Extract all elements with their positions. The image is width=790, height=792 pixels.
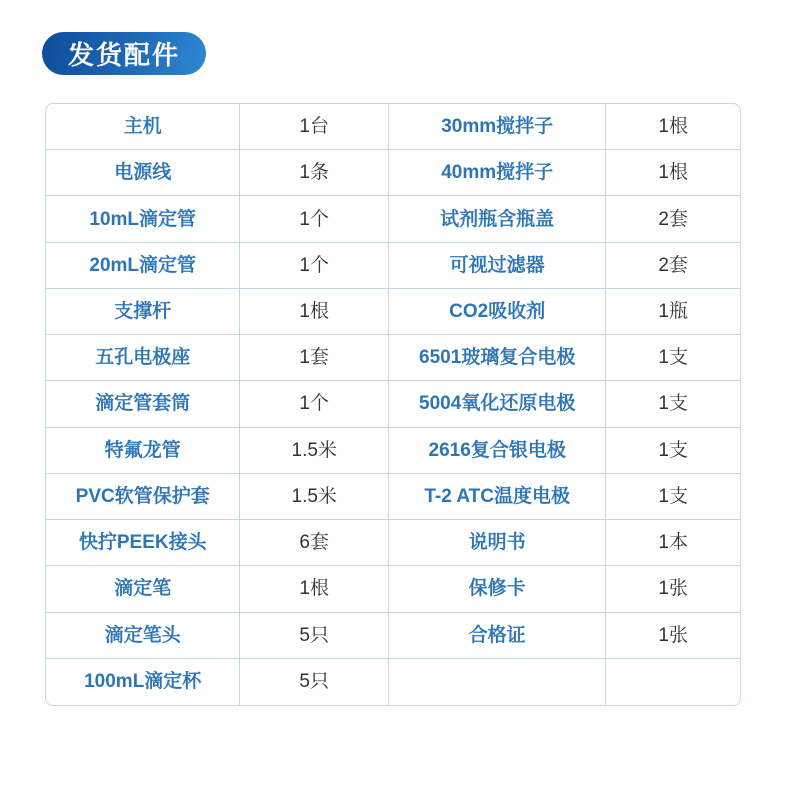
quantity-cell: 1个 xyxy=(240,381,389,427)
item-cell: 电源线 xyxy=(46,150,240,196)
section-title-badge xyxy=(42,32,206,75)
item-cell: 主机 xyxy=(46,104,240,150)
item-cell: 试剂瓶含瓶盖 xyxy=(389,196,606,242)
quantity-cell: 5只 xyxy=(240,613,389,659)
quantity-cell: 1个 xyxy=(240,196,389,242)
item-cell: 合格证 xyxy=(389,613,606,659)
quantity-cell: 1根 xyxy=(240,289,389,335)
quantity-cell: 1张 xyxy=(606,613,740,659)
quantity-cell: 1张 xyxy=(606,566,740,612)
quantity-cell: 1套 xyxy=(240,335,389,381)
item-cell: 说明书 xyxy=(389,520,606,566)
item-cell: PVC软管保护套 xyxy=(46,474,240,520)
item-cell: 30mm搅拌子 xyxy=(389,104,606,150)
item-cell: 滴定笔头 xyxy=(46,613,240,659)
item-cell: CO2吸收剂 xyxy=(389,289,606,335)
quantity-cell: 1支 xyxy=(606,335,740,381)
quantity-cell: 1支 xyxy=(606,381,740,427)
item-cell: 6501玻璃复合电极 xyxy=(389,335,606,381)
quantity-cell: 2套 xyxy=(606,243,740,289)
quantity-cell: 1个 xyxy=(240,243,389,289)
quantity-cell: 1条 xyxy=(240,150,389,196)
item-cell: 五孔电极座 xyxy=(46,335,240,381)
quantity-cell: 1支 xyxy=(606,428,740,474)
item-cell: 保修卡 xyxy=(389,566,606,612)
item-cell: 20mL滴定管 xyxy=(46,243,240,289)
item-cell: 特氟龙管 xyxy=(46,428,240,474)
quantity-cell: 1根 xyxy=(240,566,389,612)
item-cell: 10mL滴定管 xyxy=(46,196,240,242)
quantity-cell: 6套 xyxy=(240,520,389,566)
quantity-cell: 1.5米 xyxy=(240,474,389,520)
item-cell: 滴定笔 xyxy=(46,566,240,612)
item-cell: 滴定管套筒 xyxy=(46,381,240,427)
item-cell: 100mL滴定杯 xyxy=(46,659,240,705)
section-title-label: 发货配件 xyxy=(68,40,181,70)
quantity-cell: 1本 xyxy=(606,520,740,566)
item-cell: 40mm搅拌子 xyxy=(389,150,606,196)
quantity-cell: 1.5米 xyxy=(240,428,389,474)
item-cell: 5004氧化还原电极 xyxy=(389,381,606,427)
quantity-cell: 1根 xyxy=(606,150,740,196)
item-cell: 2616复合银电极 xyxy=(389,428,606,474)
quantity-cell: 5只 xyxy=(240,659,389,705)
item-cell: 快拧PEEK接头 xyxy=(46,520,240,566)
quantity-cell: 2套 xyxy=(606,196,740,242)
quantity-cell: 1台 xyxy=(240,104,389,150)
accessories-table xyxy=(45,103,741,706)
item-cell: 支撑杆 xyxy=(46,289,240,335)
quantity-cell: 1支 xyxy=(606,474,740,520)
quantity-cell: 1瓶 xyxy=(606,289,740,335)
quantity-cell-empty xyxy=(606,659,740,705)
item-cell: T-2 ATC温度电极 xyxy=(389,474,606,520)
item-cell-empty xyxy=(389,659,606,705)
item-cell: 可视过滤器 xyxy=(389,243,606,289)
quantity-cell: 1根 xyxy=(606,104,740,150)
